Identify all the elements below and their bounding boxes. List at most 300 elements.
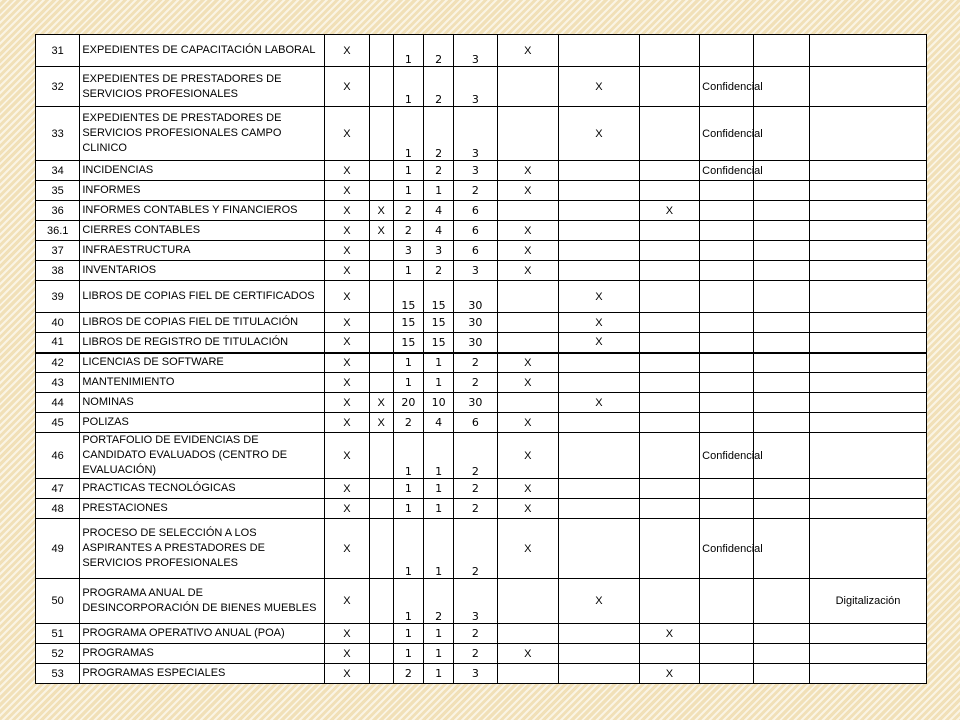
- table-row: [36, 161, 927, 181]
- check-1: X: [497, 433, 558, 479]
- table-row: [36, 664, 927, 684]
- record-number: 34: [36, 161, 80, 181]
- mark-a: X: [325, 333, 369, 353]
- check-3: [639, 67, 699, 107]
- value-total: 6: [454, 201, 497, 221]
- confidential-note: Confidencial: [700, 67, 753, 107]
- record-number: 51: [36, 624, 80, 644]
- value-2: 2: [424, 35, 454, 67]
- record-number: 45: [36, 413, 80, 433]
- value-2: 4: [424, 221, 454, 241]
- mark-b: [369, 241, 393, 261]
- check-3: X: [639, 201, 699, 221]
- blank-cell: [753, 313, 809, 333]
- blank-cell: [753, 221, 809, 241]
- confidential-note: Confidencial: [700, 519, 753, 579]
- mark-a: X: [325, 479, 369, 499]
- confidential-note: [700, 35, 753, 67]
- check-2: X: [559, 333, 640, 353]
- record-name: CIERRES CONTABLES: [80, 221, 325, 241]
- table-row: [36, 393, 927, 413]
- confidential-note: [700, 393, 753, 413]
- record-number: 44: [36, 393, 80, 413]
- check-3: [639, 107, 699, 161]
- extra-note: [810, 281, 927, 313]
- blank-cell: [753, 644, 809, 664]
- value-2: 2: [424, 67, 454, 107]
- value-2: 1: [424, 644, 454, 664]
- blank-cell: [753, 413, 809, 433]
- mark-b: X: [369, 413, 393, 433]
- record-name: PROGRAMA OPERATIVO ANUAL (POA): [80, 624, 325, 644]
- value-2: 15: [424, 333, 454, 353]
- value-2: 15: [424, 281, 454, 313]
- confidential-note: [700, 579, 753, 624]
- mark-a: X: [325, 433, 369, 479]
- table-row: [36, 313, 927, 333]
- value-total: 3: [454, 67, 497, 107]
- check-1: [497, 393, 558, 413]
- value-2: 1: [424, 624, 454, 644]
- mark-b: X: [369, 201, 393, 221]
- confidential-note: [700, 261, 753, 281]
- confidential-note: [700, 353, 753, 373]
- mark-a: X: [325, 373, 369, 393]
- extra-note: [810, 373, 927, 393]
- check-3: [639, 579, 699, 624]
- value-total: 3: [454, 35, 497, 67]
- mark-b: [369, 579, 393, 624]
- confidential-note: Confidencial: [700, 433, 753, 479]
- table-row: [36, 479, 927, 499]
- blank-cell: [753, 373, 809, 393]
- extra-note: [810, 107, 927, 161]
- confidential-note: [700, 373, 753, 393]
- value-2: 4: [424, 201, 454, 221]
- value-total: 30: [454, 393, 497, 413]
- confidential-note: [700, 181, 753, 201]
- check-2: X: [559, 107, 640, 161]
- check-3: [639, 499, 699, 519]
- mark-b: X: [369, 221, 393, 241]
- blank-cell: [753, 35, 809, 67]
- confidential-note: Confidencial: [700, 161, 753, 181]
- check-2: [559, 261, 640, 281]
- confidential-note: [700, 644, 753, 664]
- check-1: X: [497, 161, 558, 181]
- mark-a: X: [325, 281, 369, 313]
- extra-note: [810, 201, 927, 221]
- value-1: 1: [393, 261, 423, 281]
- table-row: [36, 644, 927, 664]
- value-total: 2: [454, 353, 497, 373]
- check-1: [497, 579, 558, 624]
- check-2: [559, 433, 640, 479]
- value-total: 3: [454, 107, 497, 161]
- record-number: 32: [36, 67, 80, 107]
- value-total: 3: [454, 261, 497, 281]
- record-number: 35: [36, 181, 80, 201]
- check-3: [639, 479, 699, 499]
- blank-cell: [753, 333, 809, 353]
- check-1: [497, 624, 558, 644]
- extra-note: [810, 313, 927, 333]
- mark-a: X: [325, 664, 369, 684]
- check-3: [639, 161, 699, 181]
- mark-a: X: [325, 393, 369, 413]
- check-2: [559, 241, 640, 261]
- mark-a: X: [325, 201, 369, 221]
- value-2: 1: [424, 664, 454, 684]
- confidential-note: [700, 241, 753, 261]
- check-1: X: [497, 241, 558, 261]
- extra-note: [810, 479, 927, 499]
- extra-note: [810, 393, 927, 413]
- value-total: 2: [454, 624, 497, 644]
- value-total: 2: [454, 519, 497, 579]
- value-total: 6: [454, 413, 497, 433]
- check-3: [639, 393, 699, 413]
- blank-cell: [753, 393, 809, 413]
- value-1: 1: [393, 579, 423, 624]
- check-1: [497, 333, 558, 353]
- blank-cell: [753, 624, 809, 644]
- table-row: [36, 499, 927, 519]
- blank-cell: [753, 353, 809, 373]
- check-2: [559, 201, 640, 221]
- check-1: [497, 67, 558, 107]
- value-2: 3: [424, 241, 454, 261]
- confidential-note: Confidencial: [700, 107, 753, 161]
- check-3: [639, 333, 699, 353]
- confidential-note: [700, 624, 753, 644]
- check-1: X: [497, 353, 558, 373]
- value-total: 2: [454, 499, 497, 519]
- blank-cell: [753, 579, 809, 624]
- blank-cell: [753, 479, 809, 499]
- value-total: 2: [454, 644, 497, 664]
- value-total: 3: [454, 579, 497, 624]
- check-2: [559, 221, 640, 241]
- check-3: [639, 221, 699, 241]
- table-row: [36, 373, 927, 393]
- mark-a: X: [325, 624, 369, 644]
- extra-note: [810, 161, 927, 181]
- check-2: X: [559, 281, 640, 313]
- check-1: X: [497, 35, 558, 67]
- mark-a: X: [325, 579, 369, 624]
- extra-note: [810, 624, 927, 644]
- value-2: 2: [424, 579, 454, 624]
- record-name: MANTENIMIENTO: [80, 373, 325, 393]
- extra-note: [810, 644, 927, 664]
- confidential-note: [700, 479, 753, 499]
- extra-note: [810, 664, 927, 684]
- mark-a: X: [325, 35, 369, 67]
- record-number: 48: [36, 499, 80, 519]
- record-number: 42: [36, 353, 80, 373]
- record-number: 53: [36, 664, 80, 684]
- confidential-note: [700, 281, 753, 313]
- value-2: 1: [424, 373, 454, 393]
- extra-note: Digitalización: [810, 579, 927, 624]
- record-name: EXPEDIENTES DE PRESTADORES DE SERVICIOS PROFESIONALES: [80, 67, 325, 107]
- table-row: [36, 281, 927, 313]
- mark-a: X: [325, 67, 369, 107]
- value-1: 1: [393, 67, 423, 107]
- value-1: 1: [393, 624, 423, 644]
- table-row: [36, 201, 927, 221]
- record-number: 38: [36, 261, 80, 281]
- value-1: 1: [393, 499, 423, 519]
- record-name: PRESTACIONES: [80, 499, 325, 519]
- value-total: 2: [454, 479, 497, 499]
- record-name: LIBROS DE COPIAS FIEL DE CERTIFICADOS: [80, 281, 325, 313]
- value-2: 15: [424, 313, 454, 333]
- record-name: INFORMES: [80, 181, 325, 201]
- value-1: 1: [393, 479, 423, 499]
- record-number: 36.1: [36, 221, 80, 241]
- extra-note: [810, 519, 927, 579]
- record-name: PROGRAMA ANUAL DE DESINCORPORACIÓN DE BIENES MUEBLES: [80, 579, 325, 624]
- value-2: 2: [424, 261, 454, 281]
- value-total: 3: [454, 161, 497, 181]
- check-3: [639, 373, 699, 393]
- value-1: 1: [393, 35, 423, 67]
- value-1: 1: [393, 519, 423, 579]
- check-1: [497, 107, 558, 161]
- record-name: LIBROS DE COPIAS FIEL DE TITULACIÓN: [80, 313, 325, 333]
- record-name: INVENTARIOS: [80, 261, 325, 281]
- record-number: 40: [36, 313, 80, 333]
- value-2: 1: [424, 353, 454, 373]
- check-1: [497, 664, 558, 684]
- check-3: [639, 644, 699, 664]
- table-row: [36, 261, 927, 281]
- record-name: LIBROS DE REGISTRO DE TITULACIÓN: [80, 333, 325, 353]
- mark-b: [369, 373, 393, 393]
- check-3: [639, 413, 699, 433]
- value-total: 2: [454, 433, 497, 479]
- mark-a: X: [325, 161, 369, 181]
- record-number: 49: [36, 519, 80, 579]
- record-number: 37: [36, 241, 80, 261]
- table-row: [36, 519, 927, 579]
- check-3: [639, 181, 699, 201]
- blank-cell: [753, 201, 809, 221]
- record-number: 43: [36, 373, 80, 393]
- value-1: 2: [393, 221, 423, 241]
- table-row: [36, 333, 927, 353]
- value-total: 6: [454, 221, 497, 241]
- value-1: 15: [393, 281, 423, 313]
- check-1: X: [497, 413, 558, 433]
- check-2: X: [559, 313, 640, 333]
- table-row: [36, 181, 927, 201]
- table-row: [36, 67, 927, 107]
- record-number: 39: [36, 281, 80, 313]
- check-2: [559, 479, 640, 499]
- record-number: 46: [36, 433, 80, 479]
- extra-note: [810, 499, 927, 519]
- value-1: 1: [393, 373, 423, 393]
- check-3: [639, 261, 699, 281]
- table-row: [36, 579, 927, 624]
- check-2: [559, 644, 640, 664]
- mark-b: [369, 35, 393, 67]
- mark-b: [369, 281, 393, 313]
- records-body: [36, 35, 927, 684]
- check-3: [639, 35, 699, 67]
- extra-note: [810, 35, 927, 67]
- check-2: X: [559, 393, 640, 413]
- record-number: 50: [36, 579, 80, 624]
- check-2: [559, 373, 640, 393]
- check-3: [639, 353, 699, 373]
- confidential-note: [700, 499, 753, 519]
- value-2: 4: [424, 413, 454, 433]
- blank-cell: [753, 499, 809, 519]
- value-2: 1: [424, 499, 454, 519]
- extra-note: [810, 181, 927, 201]
- record-name: POLIZAS: [80, 413, 325, 433]
- record-name: INFORMES CONTABLES Y FINANCIEROS: [80, 201, 325, 221]
- value-total: 30: [454, 281, 497, 313]
- confidential-note: [700, 413, 753, 433]
- record-name: NOMINAS: [80, 393, 325, 413]
- mark-a: X: [325, 499, 369, 519]
- value-2: 2: [424, 161, 454, 181]
- confidential-note: [700, 313, 753, 333]
- extra-note: [810, 261, 927, 281]
- record-number: 33: [36, 107, 80, 161]
- value-1: 2: [393, 413, 423, 433]
- value-1: 1: [393, 353, 423, 373]
- mark-b: X: [369, 393, 393, 413]
- check-3: [639, 313, 699, 333]
- check-2: [559, 624, 640, 644]
- mark-b: [369, 67, 393, 107]
- table-row: [36, 413, 927, 433]
- check-1: X: [497, 181, 558, 201]
- record-name: EXPEDIENTES DE CAPACITACIÓN LABORAL: [80, 35, 325, 67]
- extra-note: [810, 67, 927, 107]
- mark-b: [369, 313, 393, 333]
- value-2: 1: [424, 479, 454, 499]
- check-1: [497, 313, 558, 333]
- check-3: [639, 519, 699, 579]
- value-1: 1: [393, 181, 423, 201]
- mark-a: X: [325, 221, 369, 241]
- mark-a: X: [325, 644, 369, 664]
- record-name: INFRAESTRUCTURA: [80, 241, 325, 261]
- value-total: 6: [454, 241, 497, 261]
- table-row: [36, 353, 927, 373]
- mark-a: X: [325, 313, 369, 333]
- check-1: X: [497, 373, 558, 393]
- extra-note: [810, 241, 927, 261]
- check-2: [559, 161, 640, 181]
- check-2: X: [559, 579, 640, 624]
- value-total: 30: [454, 313, 497, 333]
- check-3: X: [639, 624, 699, 644]
- records-table: [35, 34, 927, 684]
- record-number: 31: [36, 35, 80, 67]
- record-name: LICENCIAS DE SOFTWARE: [80, 353, 325, 373]
- extra-note: [810, 413, 927, 433]
- confidential-note: [700, 664, 753, 684]
- check-1: X: [497, 499, 558, 519]
- value-1: 15: [393, 333, 423, 353]
- mark-b: [369, 644, 393, 664]
- mark-a: X: [325, 519, 369, 579]
- value-total: 30: [454, 333, 497, 353]
- value-1: 1: [393, 161, 423, 181]
- check-2: [559, 35, 640, 67]
- value-2: 1: [424, 181, 454, 201]
- value-1: 1: [393, 433, 423, 479]
- mark-b: [369, 107, 393, 161]
- mark-b: [369, 181, 393, 201]
- check-1: X: [497, 261, 558, 281]
- mark-a: X: [325, 413, 369, 433]
- check-2: [559, 664, 640, 684]
- check-2: [559, 413, 640, 433]
- check-1: X: [497, 644, 558, 664]
- value-2: 1: [424, 519, 454, 579]
- record-number: 47: [36, 479, 80, 499]
- check-3: [639, 281, 699, 313]
- value-1: 1: [393, 107, 423, 161]
- mark-b: [369, 433, 393, 479]
- extra-note: [810, 433, 927, 479]
- record-number: 41: [36, 333, 80, 353]
- confidential-note: [700, 221, 753, 241]
- check-2: X: [559, 67, 640, 107]
- mark-a: X: [325, 261, 369, 281]
- check-1: [497, 281, 558, 313]
- table-row: [36, 35, 927, 67]
- table-row: [36, 221, 927, 241]
- record-name: EXPEDIENTES DE PRESTADORES DE SERVICIOS PROFESIONALES CAMPO CLINICO: [80, 107, 325, 161]
- blank-cell: [753, 241, 809, 261]
- value-1: 2: [393, 664, 423, 684]
- value-2: 1: [424, 433, 454, 479]
- value-1: 1: [393, 644, 423, 664]
- record-name: INCIDENCIAS: [80, 161, 325, 181]
- mark-b: [369, 519, 393, 579]
- mark-b: [369, 333, 393, 353]
- confidential-note: [700, 201, 753, 221]
- record-name: PRACTICAS TECNOLÓGICAS: [80, 479, 325, 499]
- table-row: [36, 241, 927, 261]
- extra-note: [810, 221, 927, 241]
- mark-b: [369, 499, 393, 519]
- check-3: X: [639, 664, 699, 684]
- blank-cell: [753, 664, 809, 684]
- check-2: [559, 181, 640, 201]
- table-row: [36, 107, 927, 161]
- value-1: 15: [393, 313, 423, 333]
- mark-b: [369, 353, 393, 373]
- value-2: 10: [424, 393, 454, 413]
- extra-note: [810, 333, 927, 353]
- check-3: [639, 241, 699, 261]
- check-2: [559, 519, 640, 579]
- value-1: 3: [393, 241, 423, 261]
- mark-b: [369, 664, 393, 684]
- confidential-note: [700, 333, 753, 353]
